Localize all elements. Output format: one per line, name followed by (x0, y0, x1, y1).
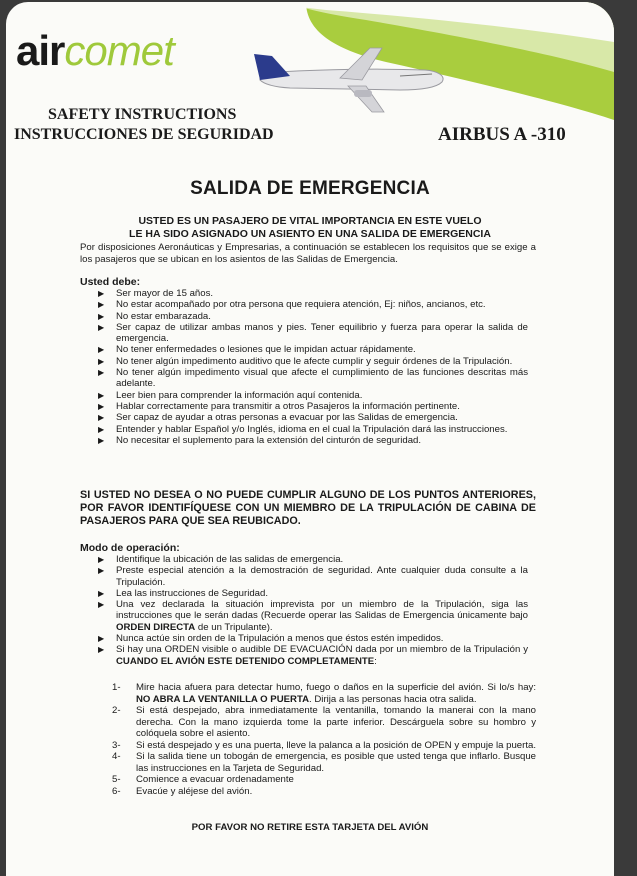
aircraft-model: AIRBUS A -310 (438, 124, 566, 145)
header-title-en: SAFETY INSTRUCTIONS (48, 106, 237, 123)
safety-card (6, 2, 614, 876)
bullet-icon: ▶ (98, 588, 105, 598)
list-item: ▶ No estar acompañado por otra persona que requiera atención, Ej: niños, ancianos, etc. (98, 299, 486, 311)
footer-notice: POR FAVOR NO RETIRE ESTA TARJETA DEL AVIÓN (191, 822, 429, 833)
step-item: 6- Evacúe y aléjese del avión. (112, 785, 253, 797)
bullet-icon: ▶ (98, 566, 105, 576)
bullet-icon: ▶ (98, 322, 105, 332)
subtitle-2: LE HA SIDO ASIGNADO UN ASIENTO EN UNA SALIDA DE EMERGENCIA (129, 228, 491, 240)
airplane-icon (250, 40, 450, 120)
list-item: ▶ Si hay una ORDEN visible o audible DE EVACUACIÓN dada por un miembro de la Tripulación y CUANDO EL AVIÓN ESTE DETENIDO COMPLETAMENTE: (98, 644, 528, 667)
evacuation-steps (112, 682, 536, 797)
list-item: ▶ Lea las instrucciones de Seguridad. (98, 587, 268, 599)
list-item: ▶ Ser mayor de 15 años. (98, 288, 214, 299)
bullet-icon: ▶ (98, 311, 105, 321)
bullet-icon: ▶ (98, 424, 105, 434)
list-item: ▶ Hablar correctamente para transmitir a otros Pasajeros la información pertinente. (98, 400, 460, 412)
list-item: ▶ Nunca actúe sin orden de la Tripulación a menos que éstos estén impedidos. (98, 633, 444, 645)
bullet-icon: ▶ (98, 356, 105, 366)
bullet-icon: ▶ (98, 555, 105, 564)
bullet-icon: ▶ (98, 600, 105, 610)
bullet-icon: ▶ (98, 300, 105, 310)
step-item: 2- Si está despejado, abra inmediatamente la ventanilla, tomando la manerai con la mano derecha. Con la mano izquierda tome la parte inferior. Descárguela sobre su hombro y colóquela sobre el asiento. (112, 705, 536, 739)
logo-air-text: air (16, 27, 65, 74)
intro-paragraph: Por disposiciones Aeronáuticas y Empresarias, a continuación se establecen los requisitos que se exige a los pasajeros que se ubican en los asientos de las Salidas de Emergencia. (80, 242, 536, 265)
requirements-label: Usted debe: (80, 276, 141, 288)
list-item: ▶ Preste especial atención a la demostración de seguridad. Ante cualquier duda consulte a la Tripulación. (98, 565, 528, 588)
list-item: ▶ Ser capaz de ayudar a otras personas a evacuar por las Salidas de emergencia. (98, 412, 458, 424)
bullet-icon: ▶ (98, 645, 105, 655)
bullet-icon: ▶ (98, 401, 105, 411)
main-title: SALIDA DE EMERGENCIA (190, 178, 430, 199)
list-item: ▶ No tener algún impedimento auditivo que le afecte cumplir y seguir órdenes de la Tripulación. (98, 355, 513, 367)
list-item: ▶ Ser capaz de utilizar ambas manos y pies. Tener equilibrio y fuerza para operar la salida de emergencia. (98, 321, 528, 345)
header-title-es: INSTRUCCIONES DE SEGURIDAD (14, 126, 274, 143)
list-item: ▶ No estar embarazada. (98, 310, 211, 322)
bullet-icon: ▶ (98, 390, 105, 400)
reseat-warning: SI USTED NO DESEA O NO PUEDE CUMPLIR ALGUNO DE LOS PUNTOS ANTERIORES, POR FAVOR IDENTIFÍQUESE CON UN MIEMBRO DE LA TRIPULACIÓN DE CABINA DE PASAJEROS PARA QUE SEA REUBICADO. (80, 489, 536, 527)
operation-label: Modo de operación: (80, 542, 180, 554)
list-item: ▶ No tener enfermedades o lesiones que le impidan actuar rápidamente. (98, 344, 416, 356)
bullet-icon: ▶ (98, 368, 105, 378)
step-item: 1- Mire hacia afuera para detectar humo, fuego o daños en la superficie del avión. Si lo/s hay: NO ABRA LA VENTANILLA O PUERTA. Dirija a las personas hacia otra salida. (112, 682, 536, 705)
aircomet-logo (16, 27, 174, 74)
step-item: 5- Comience a evacuar ordenadamente (112, 774, 294, 785)
list-item: ▶ No necesitar el suplemento para la extensión del cinturón de seguridad. (98, 434, 422, 446)
operation-list (98, 554, 528, 667)
requirements-list (98, 288, 528, 446)
list-item: ▶ Entender y hablar Español y/o Inglés, idioma en el cual la Tripulación dará las instrucciones. (98, 423, 508, 435)
bullet-icon: ▶ (98, 413, 105, 423)
logo-comet-text: comet (64, 27, 174, 74)
list-item: ▶ Identifique la ubicación de las salidas de emergencia. (98, 554, 344, 565)
subtitle-1: USTED ES UN PASAJERO DE VITAL IMPORTANCIA EN ESTE VUELO (138, 215, 482, 227)
step-item: 3- Si está despejado y es una puerta, lleve la palanca a la posición de OPEN y empuje la puerta. (112, 739, 536, 751)
list-item: ▶ No tener algún impedimento visual que afecte el cumplimiento de las funciones descritas más adelante. (98, 367, 528, 390)
bullet-icon: ▶ (98, 435, 105, 445)
step-item: 4- Si la salida tiene un tobogán de emergencia, es posible que usted tenga que inflarlo. Busque las instrucciones en la Tarjeta de Seguridad. (112, 751, 536, 774)
bullet-icon: ▶ (98, 634, 105, 644)
list-item: ▶ Leer bien para comprender la información aquí contenida. (98, 389, 363, 401)
list-item: ▶ Una vez declarada la situación imprevista por un miembro de la Tripulación, siga las instrucciones que le serán dadas (Recuerde operar las Salidas de Emergencia únicamente bajo ORDEN DIRECTA de un Tripulante). (98, 599, 528, 633)
bullet-icon: ▶ (98, 345, 105, 355)
bullet-icon: ▶ (98, 289, 105, 298)
